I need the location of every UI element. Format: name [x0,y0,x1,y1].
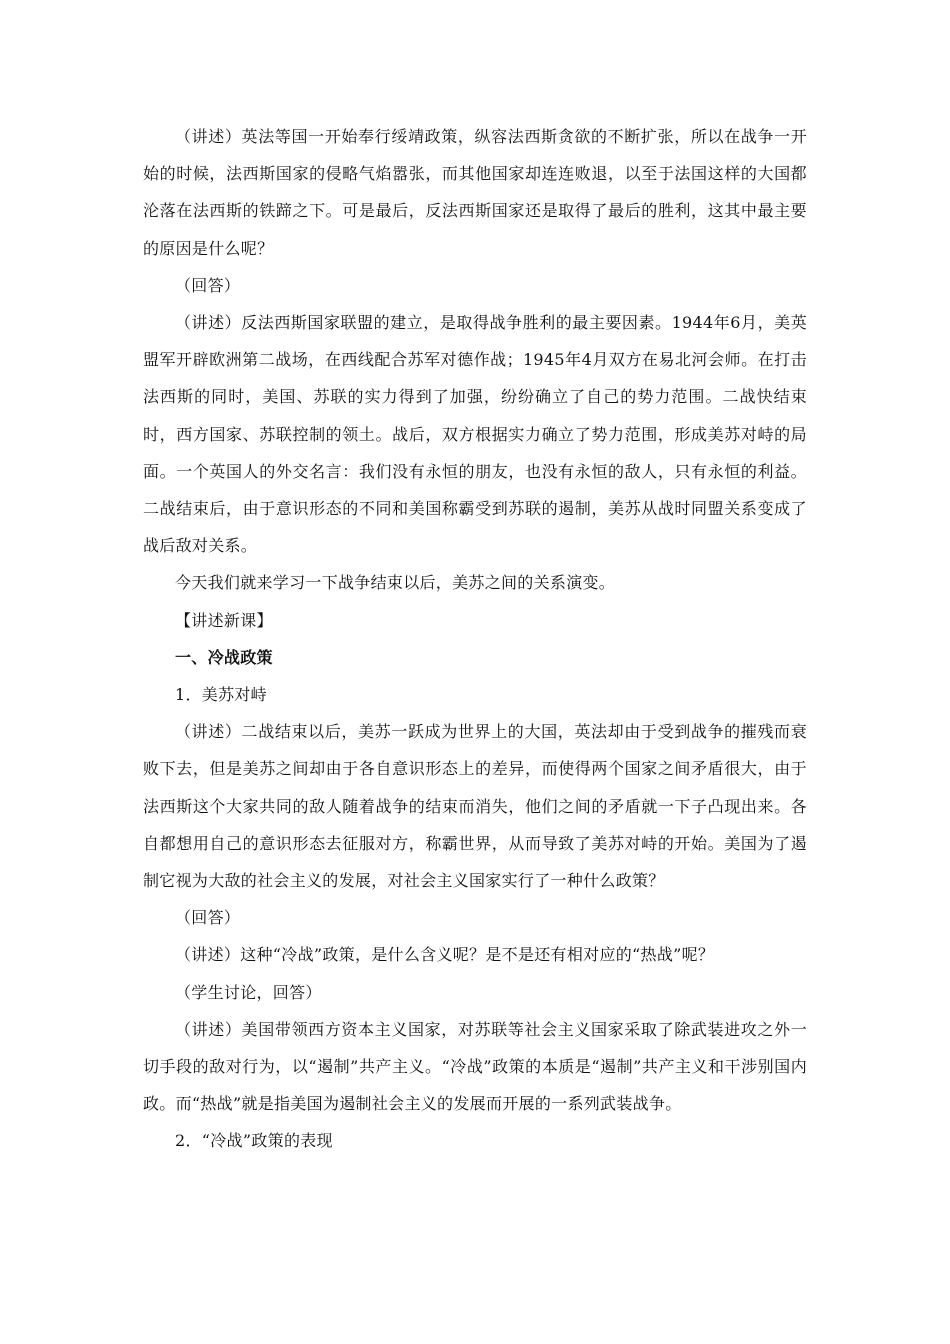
paragraph-narration-appeasement: （讲述）英法等国一开始奉行绥靖政策，纵容法西斯贪欲的不断扩张，所以在战争一开始的时候，法西斯国家的侵略气焰嚣张，而其他国家却连连败退，以至于法国这样的大国都沦落在法西斯的铁蹄之下。可是最后，反法西斯国家还是取得了最后的胜利，这其中最主要的原因是什么呢？ [143,127,807,258]
paragraph-answer-2: （回答） [175,908,241,928]
subheading-us-soviet-confrontation: 1．美苏对峙 [175,685,267,705]
section-new-lesson-heading: 【讲述新课】 [175,610,273,630]
paragraph-intro-today: 今天我们就来学习一下战争结束以后，美苏之间的关系演变。 [175,573,616,593]
paragraph-answer: （回答） [175,275,241,295]
paragraph-narration-containment: （讲述）美国带领西方资本主义国家，对苏联等社会主义国家采取了除武装进攻之外一切手段的敌对行为，以“遏制”共产主义。“冷战”政策的本质是“遏制”共产主义和干涉别国内政。而“热战”就是指美国为遏制社会主义的发展而开展的一系列武装战争。 [143,1019,807,1114]
heading-cold-war-policy: 一、冷战政策 [175,647,273,667]
subheading-cold-war-manifestations: 2．“冷战”政策的表现 [175,1131,333,1151]
paragraph-narration-cold-war-meaning: （讲述）这种“冷战”政策，是什么含义呢？是不是还有相对应的“热战”呢？ [175,945,715,965]
paragraph-student-discussion: （学生讨论，回答） [175,982,322,1002]
paragraph-narration-postwar: （讲述）二战结束以后，美苏一跃成为世界上的大国，英法却由于受到战争的摧残而衰败下去，但是美苏之间却由于各自意识形态上的差异，而使得两个国家之间矛盾很大，由于法西斯这个大家共同的敌人随着战争的结束而消失，他们之间的矛盾就一下子凸现出来。各自都想用自己的意识形态去征服对方，称霸世界，从而导致了美苏对峙的开始。美国为了遏制它视为大敌的社会主义的发展，对社会主义国家实行了一种什么政策？ [143,722,807,891]
document-body [143,118,807,1160]
paragraph-narration-alliance: （讲述）反法西斯国家联盟的建立，是取得战争胜利的最主要因素。1944年6月，美英盟军开辟欧洲第二战场，在西线配合苏军对德作战；1945年4月双方在易北河会师。在打击法西斯的同时，美国、苏联的实力得到了加强，纷纷确立了自己的势力范围。二战快结束时，西方国家、苏联控制的领土。战后，双方根据实力确立了势力范围，形成美苏对峙的局面。一个英国人的外交名言：我们没有永恒的朋友，也没有永恒的敌人，只有永恒的利益。二战结束后，由于意识形态的不同和美国称霸受到苏联的遏制，美苏从战时同盟关系变成了战后敌对关系。 [143,313,807,556]
